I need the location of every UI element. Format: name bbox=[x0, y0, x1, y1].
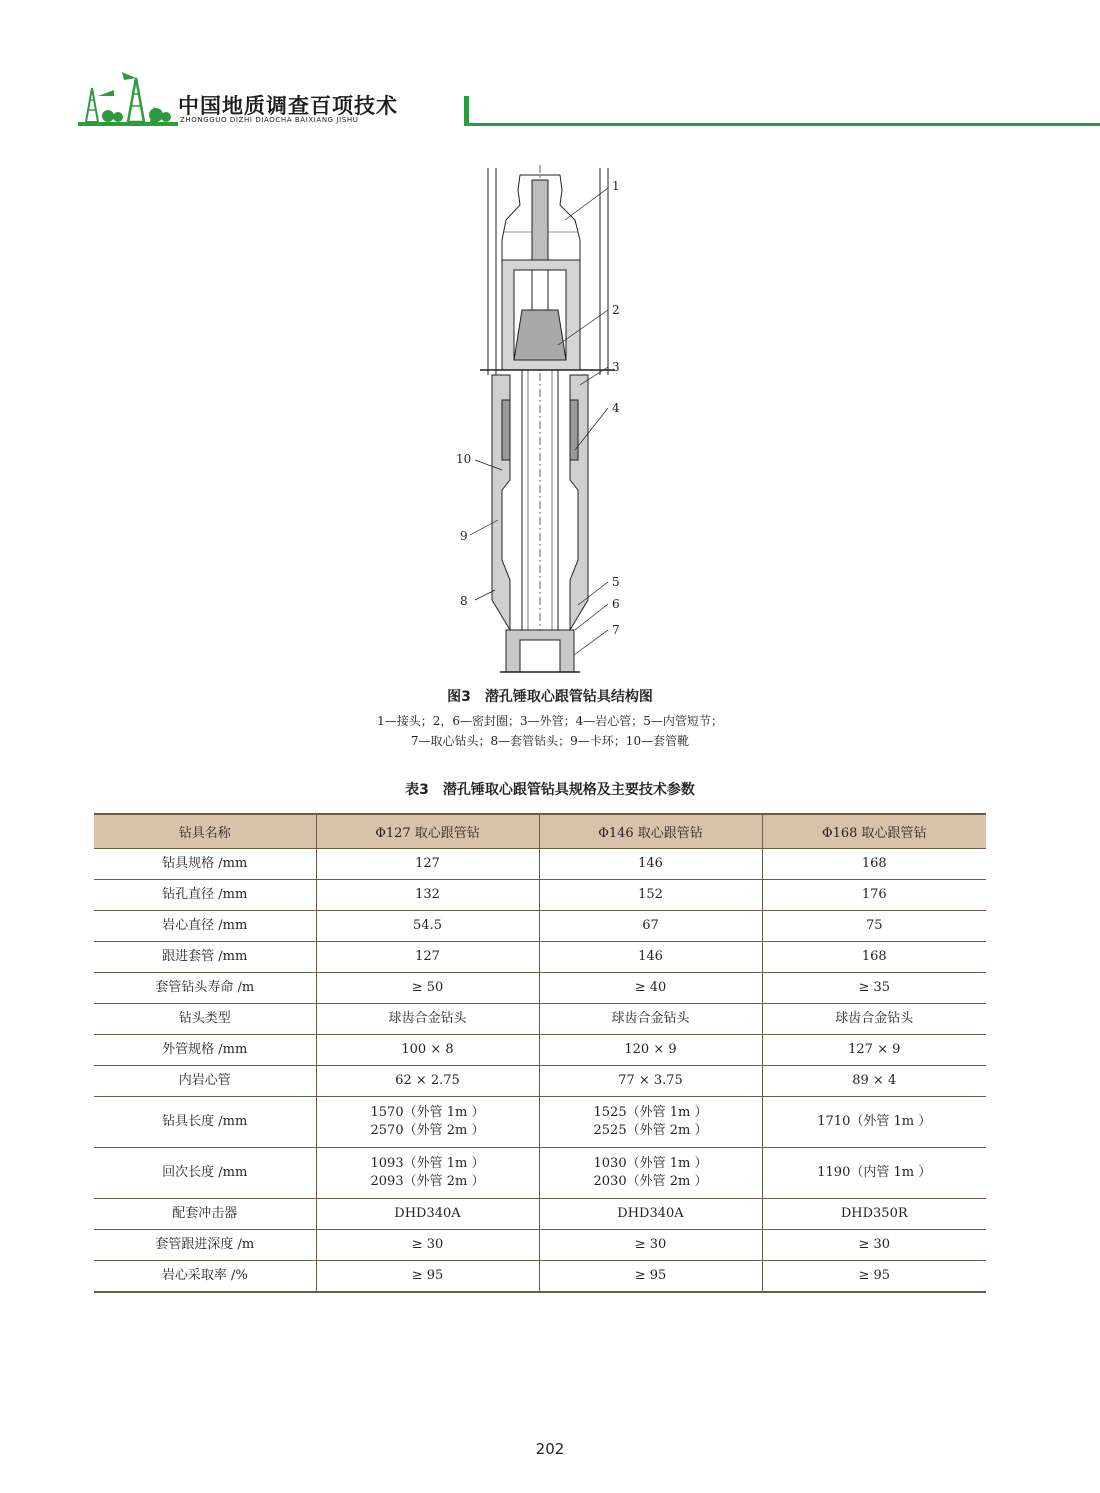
table-row bbox=[94, 1035, 986, 1066]
table-row bbox=[94, 1199, 986, 1230]
table-cell: 67 bbox=[539, 911, 762, 942]
table-cell: ≥ 95 bbox=[316, 1261, 539, 1293]
row-label: 钻具长度 /mm bbox=[94, 1097, 316, 1148]
table-cell: DHD340A bbox=[316, 1199, 539, 1230]
table-row bbox=[94, 1097, 986, 1148]
cell-line: 2093（外管 2m ） bbox=[370, 1174, 485, 1189]
row-label: 回次长度 /mm bbox=[94, 1148, 316, 1199]
figure-caption: 图3 潜孔锤取心跟管钻具结构图 bbox=[447, 689, 653, 705]
table-cell: 127 bbox=[316, 942, 539, 973]
row-label: 配套冲击器 bbox=[94, 1199, 316, 1230]
table-cell: 1190（内管 1m ） bbox=[762, 1148, 986, 1199]
row-label: 套管钻头寿命 /m bbox=[94, 973, 316, 1004]
row-label: 跟进套管 /mm bbox=[94, 942, 316, 973]
callout-3: 3 bbox=[612, 360, 620, 374]
page-number: 202 bbox=[535, 1440, 565, 1458]
callout-2: 2 bbox=[612, 303, 620, 317]
table-cell: ≥ 95 bbox=[762, 1261, 986, 1293]
header-cell: Φ127 取心跟管钻 bbox=[316, 814, 539, 849]
figure-legend-line-1: 1—接头；2，6—密封圈；3—外管；4—岩心管；5—内管短节； bbox=[377, 714, 723, 728]
cell-line: 1093（外管 1m ） bbox=[370, 1155, 485, 1171]
table-row bbox=[94, 942, 986, 973]
table-cell: 168 bbox=[762, 849, 986, 880]
table-cell bbox=[316, 1097, 539, 1148]
table-cell: 75 bbox=[762, 911, 986, 942]
series-title-pinyin: ZHONGGUO DIZHI DIAOCHA BAIXIANG JISHU bbox=[180, 116, 359, 124]
header-cell: 钻具名称 bbox=[94, 814, 316, 849]
table-cell: ≥ 30 bbox=[762, 1230, 986, 1261]
cell-line: 1030（外管 1m ） bbox=[593, 1155, 708, 1171]
table-cell: ≥ 95 bbox=[539, 1261, 762, 1293]
table-cell: 89 × 4 bbox=[762, 1066, 986, 1097]
row-label: 钻孔直径 /mm bbox=[94, 880, 316, 911]
row-label: 外管规格 /mm bbox=[94, 1035, 316, 1066]
table-cell: 球齿合金钻头 bbox=[539, 1004, 762, 1035]
table-cell: 127 × 9 bbox=[762, 1035, 986, 1066]
table-row bbox=[94, 1066, 986, 1097]
table-row bbox=[94, 849, 986, 880]
cell-line: 1525（外管 1m ） bbox=[593, 1104, 708, 1120]
header-cell: Φ168 取心跟管钻 bbox=[762, 814, 986, 849]
row-label: 套管跟进深度 /m bbox=[94, 1230, 316, 1261]
table-cell: DHD350R bbox=[762, 1199, 986, 1230]
cell-line: 2525（外管 2m ） bbox=[593, 1123, 708, 1138]
callout-9: 9 bbox=[460, 529, 468, 543]
table-cell: 176 bbox=[762, 880, 986, 911]
table-cell: 球齿合金钻头 bbox=[316, 1004, 539, 1035]
table-cell bbox=[539, 1097, 762, 1148]
table-cell: ≥ 35 bbox=[762, 973, 986, 1004]
table-cell bbox=[539, 1148, 762, 1199]
table-cell: ≥ 40 bbox=[539, 973, 762, 1004]
page-header bbox=[78, 70, 1100, 130]
table-row bbox=[94, 1230, 986, 1261]
callout-1: 1 bbox=[612, 179, 620, 193]
callout-8: 8 bbox=[460, 594, 468, 608]
header-rule bbox=[464, 123, 1100, 126]
table-row bbox=[94, 973, 986, 1004]
callout-5: 5 bbox=[612, 575, 620, 589]
table-header-row bbox=[94, 814, 986, 849]
table-row bbox=[94, 1004, 986, 1035]
callout-6: 6 bbox=[612, 597, 620, 611]
table-cell: 168 bbox=[762, 942, 986, 973]
oil-derrick-logo-icon bbox=[78, 70, 178, 128]
row-label: 钻具规格 /mm bbox=[94, 849, 316, 880]
callout-4: 4 bbox=[612, 401, 620, 415]
callout-10: 10 bbox=[456, 452, 472, 466]
cell-line: 2030（外管 2m ） bbox=[593, 1174, 708, 1189]
table-cell: ≥ 30 bbox=[316, 1230, 539, 1261]
header-cell: Φ146 取心跟管钻 bbox=[539, 814, 762, 849]
table-cell: DHD340A bbox=[539, 1199, 762, 1230]
table-row bbox=[94, 880, 986, 911]
table-cell: 62 × 2.75 bbox=[316, 1066, 539, 1097]
table-cell bbox=[316, 1148, 539, 1199]
figure-legend-line-2: 7—取心钻头；8—套管钻头；9—卡环；10—套管靴 bbox=[410, 734, 690, 748]
row-label: 钻头类型 bbox=[94, 1004, 316, 1035]
row-label: 内岩心管 bbox=[94, 1066, 316, 1097]
table-cell: 1710（外管 1m ） bbox=[762, 1097, 986, 1148]
table-row bbox=[94, 1261, 986, 1293]
header-accent-bar bbox=[464, 96, 469, 126]
table-cell: 54.5 bbox=[316, 911, 539, 942]
table-row bbox=[94, 1148, 986, 1199]
table-row bbox=[94, 911, 986, 942]
table-cell: 120 × 9 bbox=[539, 1035, 762, 1066]
row-label: 岩心采取率 /% bbox=[94, 1261, 316, 1293]
table-cell: 132 bbox=[316, 880, 539, 911]
callout-7: 7 bbox=[612, 623, 620, 637]
cell-line: 1570（外管 1m ） bbox=[370, 1104, 485, 1120]
spec-table bbox=[94, 813, 986, 1293]
table-cell: ≥ 50 bbox=[316, 973, 539, 1004]
table-cell: 77 × 3.75 bbox=[539, 1066, 762, 1097]
row-label: 岩心直径 /mm bbox=[94, 911, 316, 942]
table-cell: 球齿合金钻头 bbox=[762, 1004, 986, 1035]
table-cell: 146 bbox=[539, 849, 762, 880]
drill-tool-structure-diagram bbox=[440, 160, 640, 685]
table-cell: 146 bbox=[539, 942, 762, 973]
table-cell: 127 bbox=[316, 849, 539, 880]
table-cell: 100 × 8 bbox=[316, 1035, 539, 1066]
cell-line: 2570（外管 2m ） bbox=[370, 1123, 485, 1138]
table-cell: 152 bbox=[539, 880, 762, 911]
table-cell: ≥ 30 bbox=[539, 1230, 762, 1261]
table-title: 表3 潜孔锤取心跟管钻具规格及主要技术参数 bbox=[405, 782, 695, 798]
series-title: 中国地质调查百项技术 bbox=[178, 94, 398, 118]
